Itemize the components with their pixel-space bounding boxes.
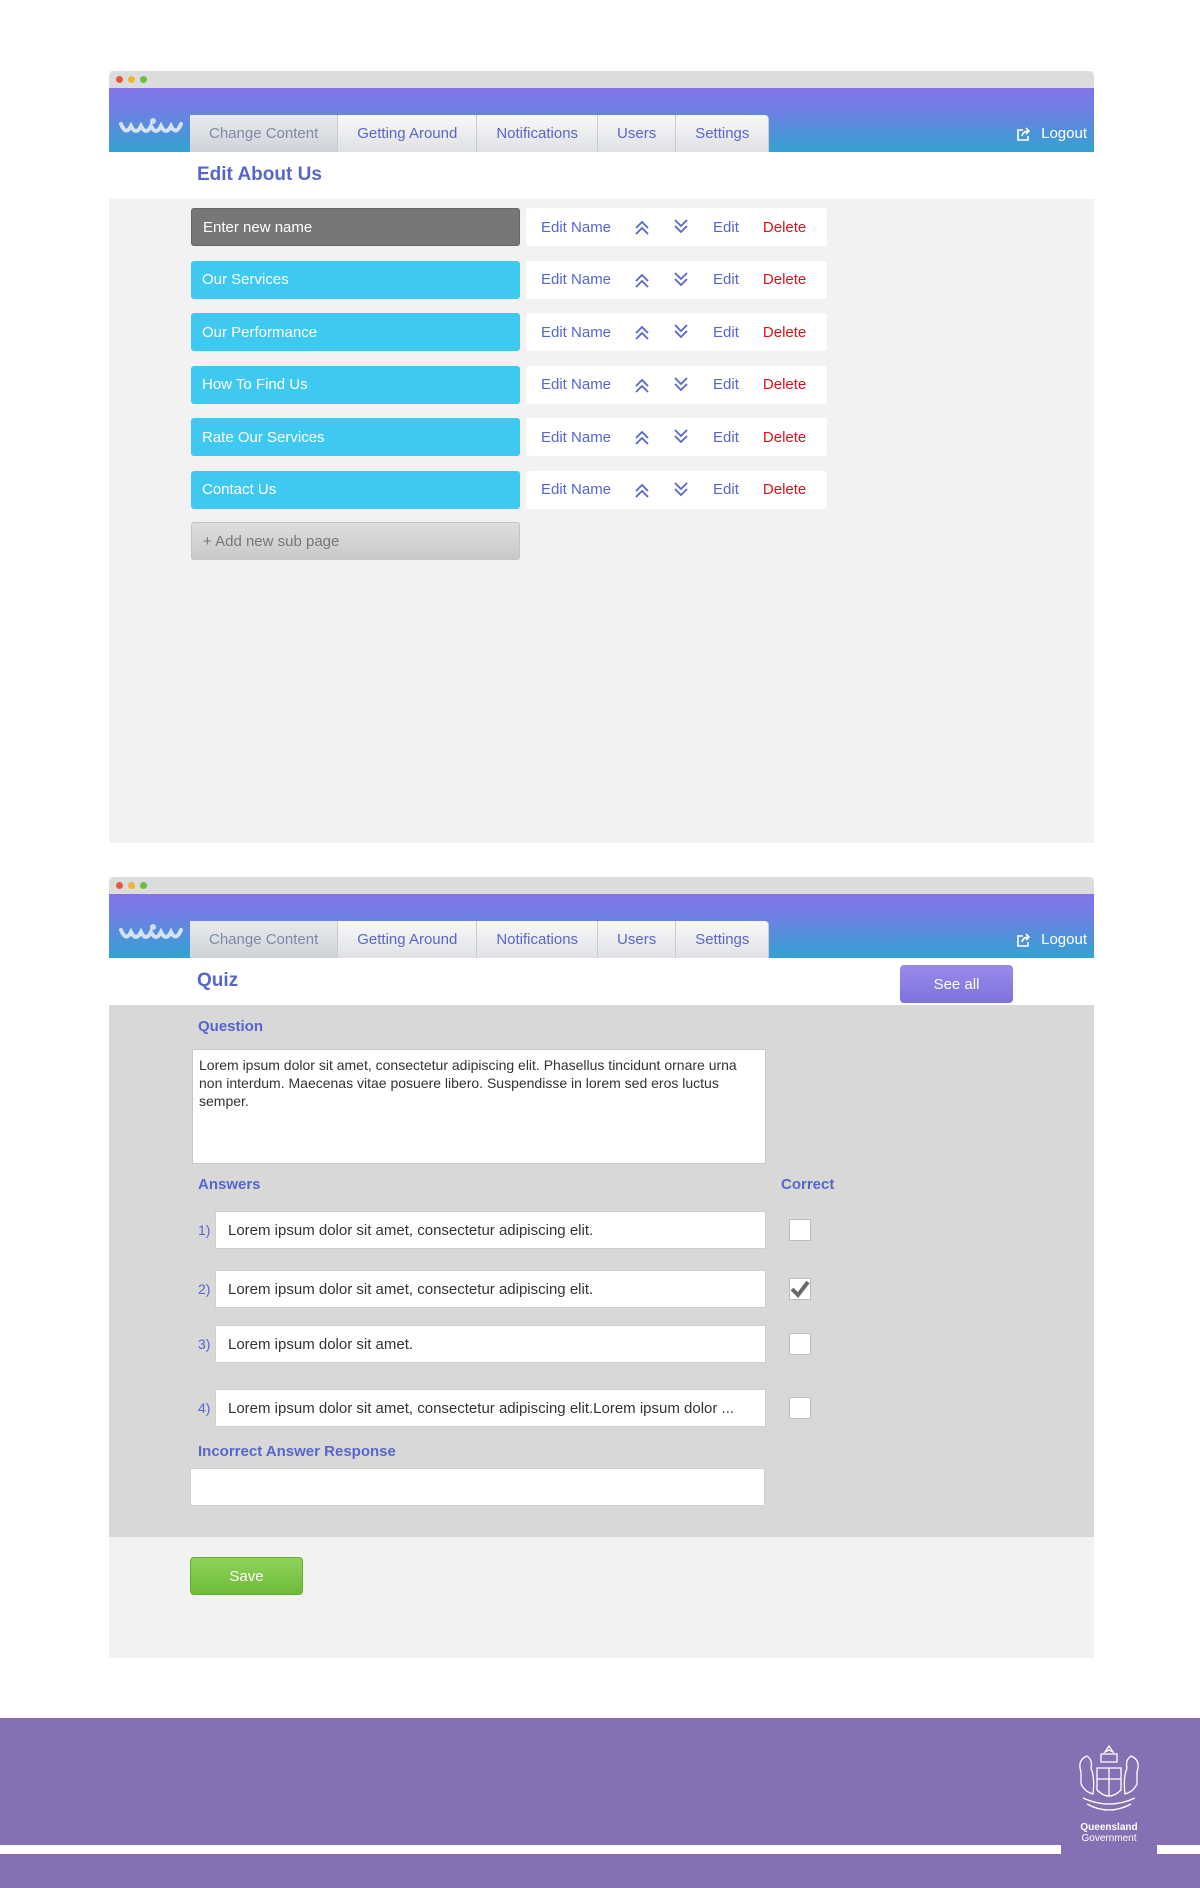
answer-number: 2)	[198, 1281, 211, 1297]
move-up-icon[interactable]	[634, 377, 650, 393]
delete-button[interactable]: Delete	[762, 376, 807, 393]
question-textarea[interactable]: Lorem ipsum dolor sit amet, consectetur adipiscing elit. Phasellus tincidunt ornare urna non interdum. Maecenas vitae posuere libero. Suspendisse in lorem sed eros luctus semper.	[192, 1049, 766, 1164]
list-item	[191, 207, 827, 247]
edit-name-button[interactable]: Edit Name	[541, 218, 612, 236]
top-navbar	[109, 894, 1094, 958]
page-title: Quiz	[197, 970, 239, 991]
edit-button[interactable]: Edit	[713, 271, 739, 288]
tab-change-content[interactable]: Change Content	[190, 115, 338, 152]
answer-number: 1)	[198, 1222, 211, 1238]
save-button[interactable]: Save	[190, 1557, 303, 1595]
move-down-icon[interactable]	[673, 219, 689, 235]
answers-label: Answers	[198, 1176, 261, 1193]
checkmark-icon	[789, 1278, 811, 1300]
answer-input[interactable]: Lorem ipsum dolor sit amet, consectetur adipiscing elit.	[215, 1270, 766, 1308]
edit-name-button[interactable]: Edit Name	[541, 271, 612, 288]
row-actions	[526, 261, 827, 299]
edit-name-button[interactable]: Edit Name	[541, 376, 612, 393]
move-up-icon[interactable]	[634, 272, 650, 288]
delete-button[interactable]: Delete	[762, 323, 807, 341]
edit-name-button[interactable]: Edit Name	[541, 323, 612, 341]
tab-getting-around[interactable]: Getting Around	[338, 921, 477, 958]
row-actions	[526, 418, 827, 456]
logout-label: Logout	[1041, 931, 1087, 948]
top-navbar	[109, 88, 1094, 152]
minimize-window-dot[interactable]	[128, 882, 135, 889]
main-tabs	[190, 115, 769, 152]
sub-page-list	[191, 207, 827, 560]
close-window-dot[interactable]	[116, 76, 123, 83]
move-down-icon[interactable]	[673, 377, 689, 393]
incorrect-response-label: Incorrect Answer Response	[198, 1443, 396, 1460]
sub-page-name[interactable]: How To Find Us	[191, 366, 520, 404]
delete-button[interactable]: Delete	[762, 428, 807, 446]
add-sub-page-button[interactable]: + Add new sub page	[191, 522, 520, 560]
coat-of-arms-icon	[1071, 1738, 1147, 1822]
correct-label: Correct	[781, 1176, 835, 1193]
edit-name-button[interactable]: Edit Name	[541, 481, 612, 498]
question-label: Question	[198, 1018, 264, 1035]
quiz-window	[109, 877, 1094, 1658]
tab-settings[interactable]: Settings	[676, 115, 769, 152]
list-item	[191, 260, 827, 300]
move-up-icon[interactable]	[634, 324, 650, 340]
minimize-window-dot[interactable]	[128, 76, 135, 83]
list-item	[191, 417, 827, 457]
edit-button[interactable]: Edit	[713, 428, 739, 446]
correct-checkbox[interactable]	[789, 1278, 811, 1300]
maximize-window-dot[interactable]	[140, 882, 147, 889]
name-input[interactable]: Enter new name	[191, 208, 520, 246]
tab-getting-around[interactable]: Getting Around	[338, 115, 477, 152]
sub-page-name[interactable]: Our Services	[191, 261, 520, 299]
correct-checkbox[interactable]	[789, 1333, 811, 1355]
sub-page-name[interactable]: Rate Our Services	[191, 418, 520, 456]
edit-about-us-window	[109, 71, 1094, 843]
edit-button[interactable]: Edit	[713, 481, 739, 498]
tab-notifications[interactable]: Notifications	[477, 921, 598, 958]
answer-number: 3)	[198, 1336, 211, 1352]
edit-button[interactable]: Edit	[713, 218, 739, 236]
page-header	[109, 958, 1094, 1005]
answer-input[interactable]: Lorem ipsum dolor sit amet, consectetur adipiscing elit.Lorem ipsum dolor ...	[215, 1389, 766, 1427]
move-up-icon[interactable]	[634, 429, 650, 445]
delete-button[interactable]: Delete	[762, 218, 807, 236]
logout-icon	[1017, 933, 1033, 947]
sub-page-name[interactable]: Our Performance	[191, 313, 520, 351]
app-logo-icon	[117, 116, 187, 138]
move-up-icon[interactable]	[634, 219, 650, 235]
logout-button[interactable]	[1017, 125, 1087, 142]
footer-divider	[0, 1845, 1200, 1854]
sub-page-name[interactable]: Contact Us	[191, 471, 520, 509]
tab-change-content[interactable]: Change Content	[190, 921, 338, 958]
move-down-icon[interactable]	[673, 272, 689, 288]
edit-button[interactable]: Edit	[713, 376, 739, 393]
edit-name-button[interactable]: Edit Name	[541, 428, 612, 446]
page-footer	[0, 1718, 1200, 1888]
move-down-icon[interactable]	[673, 324, 689, 340]
queensland-government-logo	[1061, 1738, 1157, 1874]
move-down-icon[interactable]	[673, 482, 689, 498]
delete-button[interactable]: Delete	[762, 481, 807, 498]
list-item	[191, 365, 827, 405]
answer-input[interactable]: Lorem ipsum dolor sit amet, consectetur adipiscing elit.	[215, 1211, 766, 1249]
close-window-dot[interactable]	[116, 882, 123, 889]
page-header	[109, 152, 1094, 199]
tab-settings[interactable]: Settings	[676, 921, 769, 958]
list-item	[191, 470, 827, 510]
logout-button[interactable]	[1017, 931, 1087, 948]
incorrect-response-input[interactable]	[190, 1468, 765, 1506]
quiz-form	[109, 1005, 1094, 1537]
logout-icon	[1017, 127, 1033, 141]
edit-button[interactable]: Edit	[713, 323, 739, 341]
brand-line-2: Government	[1081, 1833, 1137, 1844]
correct-checkbox[interactable]	[789, 1397, 811, 1419]
answer-input[interactable]: Lorem ipsum dolor sit amet.	[215, 1325, 766, 1363]
logout-label: Logout	[1041, 125, 1087, 142]
see-all-button[interactable]: See all	[900, 965, 1013, 1003]
delete-button[interactable]: Delete	[762, 271, 807, 288]
maximize-window-dot[interactable]	[140, 76, 147, 83]
correct-checkbox[interactable]	[789, 1219, 811, 1241]
window-titlebar	[109, 71, 1094, 88]
tab-users[interactable]: Users	[598, 921, 676, 958]
brand-line-1: Queensland	[1080, 1822, 1138, 1833]
answer-number: 4)	[198, 1400, 211, 1416]
move-up-icon[interactable]	[634, 482, 650, 498]
row-actions	[526, 313, 827, 351]
row-actions	[526, 471, 827, 509]
page-title: Edit About Us	[197, 164, 322, 185]
tab-users[interactable]: Users	[598, 115, 676, 152]
list-item	[191, 312, 827, 352]
main-tabs	[190, 921, 769, 958]
row-actions	[526, 366, 827, 404]
window-titlebar	[109, 877, 1094, 894]
tab-notifications[interactable]: Notifications	[477, 115, 598, 152]
row-actions	[526, 208, 827, 246]
app-logo-icon	[117, 922, 187, 944]
move-down-icon[interactable]	[673, 429, 689, 445]
